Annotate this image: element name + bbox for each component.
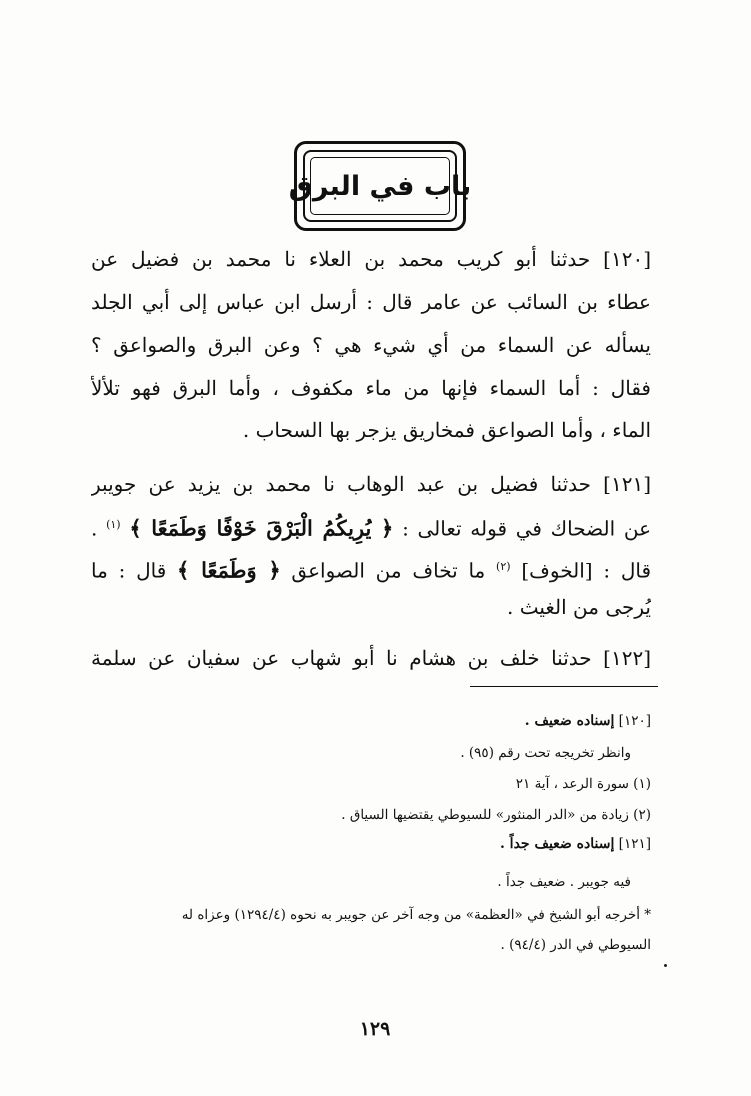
quran-verse-fear-hope: ﴿ يُرِيكُمُ الْبَرْقَ خَوْفًا وَطَمَعًا ﴾ bbox=[129, 515, 394, 541]
footnote-1: (١) سورة الرعد ، آية ٢١ bbox=[515, 776, 651, 792]
hadith-121-line-3 bbox=[91, 552, 651, 586]
hadith-120-line-5: الماء ، وأما الصواعق فمخاريق يزجر بها السحاب . bbox=[242, 418, 651, 442]
footnote-121-takhrij-2: السيوطي في الدر (٩٤/٤) . bbox=[500, 937, 651, 953]
hadith-120-line-1: [١٢٠] حدثنا أبو كريب محمد بن العلاء نا محمد بن فضيل عن bbox=[91, 247, 651, 271]
hadith-121-line-2-end: . bbox=[91, 516, 98, 541]
hadith-121-line-2-text: عن الضحاك في قوله تعالى : bbox=[402, 516, 651, 541]
hadith-121-line-1: [١٢١] حدثنا فضيل بن عبد الوهاب نا محمد بن يزيد عن جويبر bbox=[91, 472, 651, 496]
hadith-121-line-3-text: قال : [الخوف] bbox=[521, 558, 651, 583]
footnote-121-label: [١٢١] bbox=[618, 836, 651, 852]
footnote-120-grade bbox=[91, 710, 651, 734]
hadith-122-line-1: [١٢٢] حدثنا خلف بن هشام نا أبو شهاب عن سفيان عن سلمة bbox=[91, 646, 651, 670]
title-frame-innermost bbox=[288, 157, 472, 215]
footnote-120-grade-text: إسناده ضعيف . bbox=[524, 713, 615, 729]
footnote-120-label: [١٢٠] bbox=[618, 713, 651, 729]
chapter-title: باب في البرق bbox=[288, 170, 472, 202]
hadith-121-line-3-middle: ما تخاف من الصواعق bbox=[291, 558, 486, 583]
footnote-121-takhrij-1: * أخرجه أبو الشيخ في «العظمة» من وجه آخر عن جويبر به نحوه (١٢٩٤/٤) وعزاه له bbox=[181, 907, 651, 923]
page-number: ١٢٩ bbox=[359, 1018, 391, 1040]
footnote-divider bbox=[470, 686, 658, 687]
hadith-120-line-3: يسأله عن السماء من أي شيء هي ؟ وعن البرق والصواعق ؟ bbox=[91, 333, 651, 357]
print-speck bbox=[664, 964, 667, 967]
chapter-title-frame bbox=[288, 141, 472, 231]
footnote-121-grade bbox=[91, 833, 651, 857]
title-frame-inner bbox=[288, 150, 472, 222]
hadith-121-line-4: يُرجى من الغيث . bbox=[507, 595, 651, 619]
footnote-120-reference: وانظر تخريجه تحت رقم (٩٥) . bbox=[460, 745, 631, 761]
footnote-ref-1: (١) bbox=[106, 518, 121, 531]
footnote-ref-2: (٢) bbox=[496, 560, 511, 573]
hadith-121-line-2 bbox=[91, 510, 651, 544]
footnote-2: (٢) زيادة من «الدر المنثور» للسيوطي يقتضيها السياق . bbox=[341, 807, 651, 823]
hadith-120-line-4: فقال : أما السماء فإنها من ماء مكفوف ، وأما البرق فهو تلألأ bbox=[91, 376, 651, 400]
hadith-120-line-2: عطاء بن السائب عن عامر قال : أرسل ابن عباس إلى أبي الجلد bbox=[91, 290, 651, 314]
footnote-121-grade-text: إسناده ضعيف جداً . bbox=[499, 836, 615, 852]
hadith-121-line-3-end: قال : ما bbox=[91, 558, 167, 583]
quran-word-hope: ﴿ وَطَمَعًا ﴾ bbox=[177, 557, 281, 583]
footnote-121-reason: فيه جويبر . ضعيف جداً . bbox=[497, 874, 631, 890]
